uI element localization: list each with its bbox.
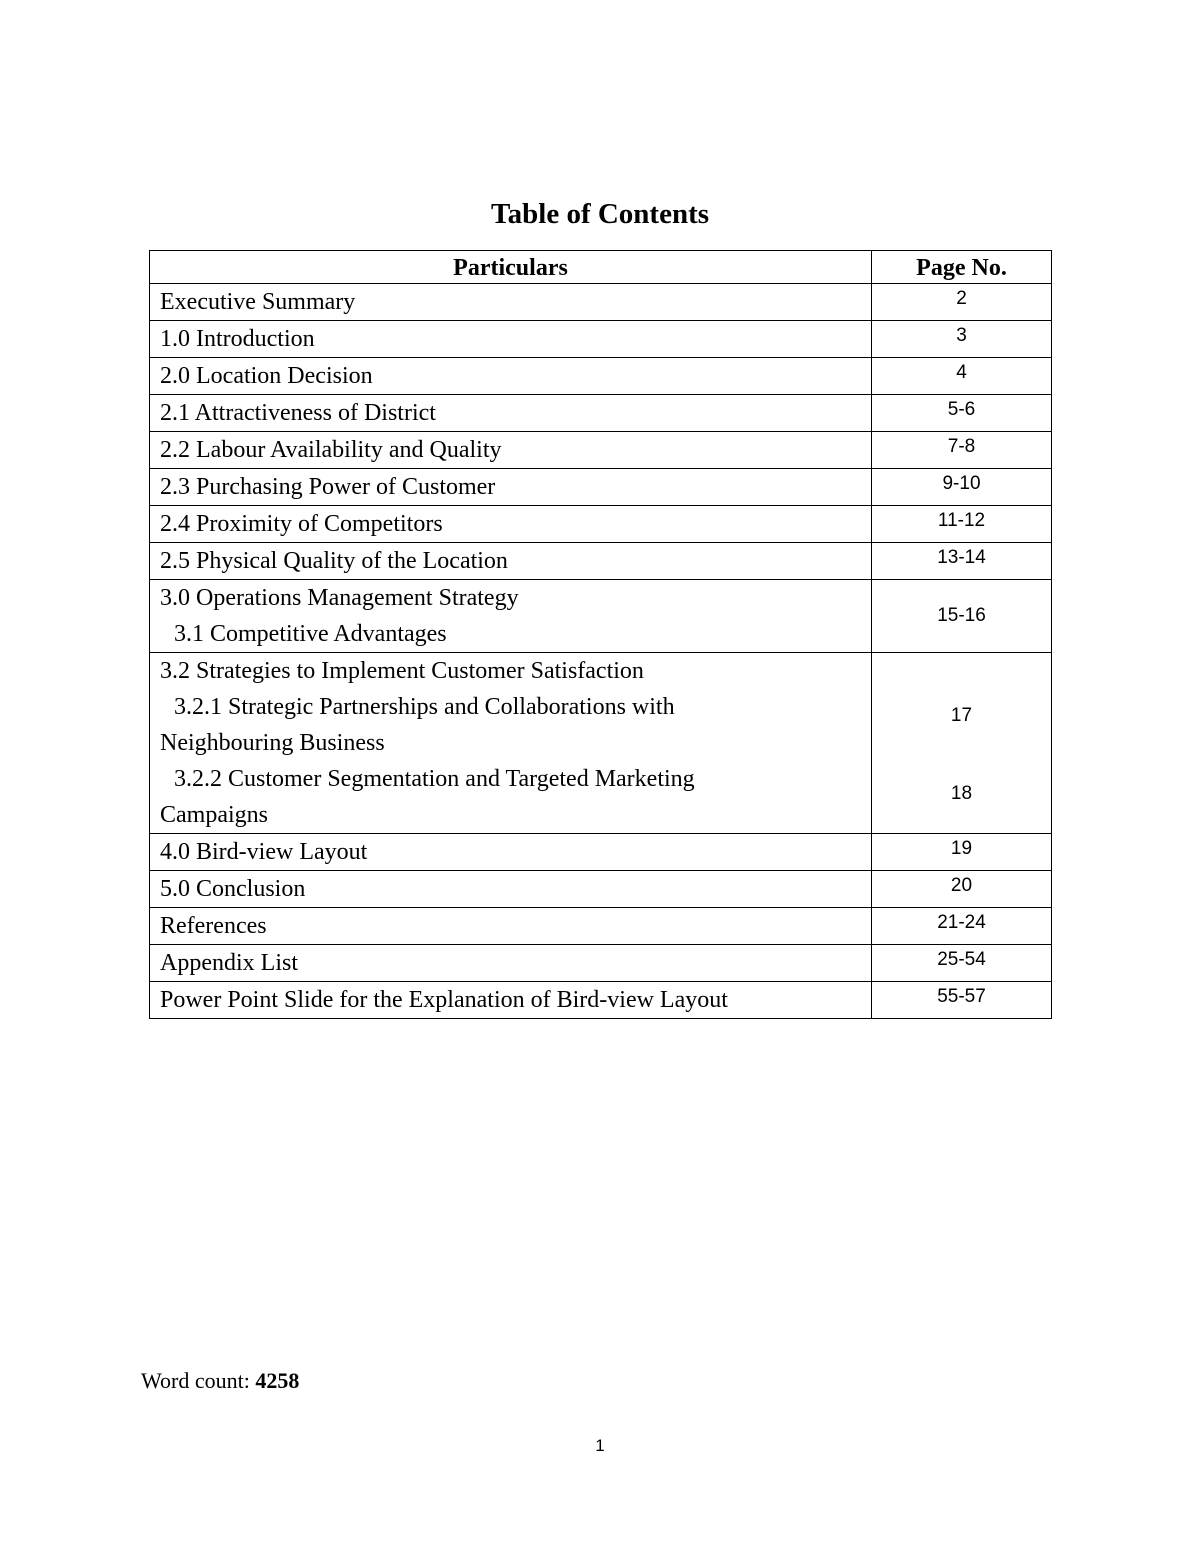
- toc-row: [150, 506, 1052, 543]
- toc-row-strategies: [150, 653, 1052, 834]
- toc-entry-sub: 3.2.1 Strategic Partnerships and Collaborations with: [174, 694, 675, 720]
- toc-entry-page: 25-54: [872, 945, 1052, 982]
- toc-entry-page: 20: [872, 871, 1052, 908]
- table-header-row: [150, 251, 1052, 284]
- toc-entry-label: [150, 653, 872, 834]
- toc-table: [149, 250, 1052, 1019]
- toc-row: [150, 321, 1052, 358]
- header-particulars: Particulars: [150, 251, 872, 284]
- page-title: Table of Contents: [490, 198, 710, 230]
- page-number: 1: [595, 1436, 605, 1455]
- toc-entry-page: 3: [872, 321, 1052, 358]
- toc-entry-label: Appendix List: [150, 945, 872, 982]
- toc-row: [150, 871, 1052, 908]
- toc-entry-label: References: [150, 908, 872, 945]
- toc-entry-label: 5.0 Conclusion: [150, 871, 872, 908]
- toc-row: [150, 982, 1052, 1019]
- toc-entry-page: 7-8: [872, 432, 1052, 469]
- toc-entry-label: [150, 580, 872, 653]
- toc-entry-main: 3.2 Strategies to Implement Customer Satisfaction: [160, 658, 644, 684]
- toc-row: [150, 395, 1052, 432]
- toc-entry-sub-continued: Neighbouring Business: [160, 730, 385, 756]
- toc-entry-page: 9-10: [872, 469, 1052, 506]
- header-page-no: Page No.: [872, 251, 1052, 284]
- toc-entry-sub: 3.1 Competitive Advantages: [174, 621, 447, 647]
- toc-entry-label: 2.0 Location Decision: [150, 358, 872, 395]
- toc-entry-label: Power Point Slide for the Explanation of Bird-view Layout: [150, 982, 872, 1019]
- toc-row: [150, 834, 1052, 871]
- toc-entry-label: 4.0 Bird-view Layout: [150, 834, 872, 871]
- toc-row: [150, 432, 1052, 469]
- toc-entry-page: 13-14: [872, 543, 1052, 580]
- word-count-label: Word count:: [141, 1368, 250, 1393]
- toc-entry-page: 55-57: [872, 982, 1052, 1019]
- toc-entry-sub-continued: Campaigns: [160, 802, 268, 828]
- toc-entry-page: 15-16: [872, 580, 1052, 653]
- toc-row: [150, 908, 1052, 945]
- toc-entry-page: 17: [950, 705, 973, 726]
- toc-entry-page: 5-6: [872, 395, 1052, 432]
- toc-row: [150, 945, 1052, 982]
- toc-entry-page: 19: [872, 834, 1052, 871]
- toc-row-operations: [150, 580, 1052, 653]
- toc-entry-page: 2: [872, 284, 1052, 321]
- toc-row: [150, 543, 1052, 580]
- toc-entry-page: 18: [950, 783, 973, 804]
- toc-entry-label: Executive Summary: [150, 284, 872, 321]
- toc-entry-label: 2.5 Physical Quality of the Location: [150, 543, 872, 580]
- toc-row: [150, 284, 1052, 321]
- toc-entry-label: 2.3 Purchasing Power of Customer: [150, 469, 872, 506]
- toc-entry-page-stack: [872, 653, 1052, 834]
- toc-entry-page: 21-24: [872, 908, 1052, 945]
- toc-entry-label: 1.0 Introduction: [150, 321, 872, 358]
- toc-entry-label: 2.4 Proximity of Competitors: [150, 506, 872, 543]
- toc-entry-label: 2.1 Attractiveness of District: [150, 395, 872, 432]
- toc-entry-page: 4: [872, 358, 1052, 395]
- toc-row: [150, 469, 1052, 506]
- toc-entry-page: 11-12: [872, 506, 1052, 543]
- toc-entry-label: 2.2 Labour Availability and Quality: [150, 432, 872, 469]
- toc-entry-main: 3.0 Operations Management Strategy: [160, 585, 519, 611]
- toc-entry-sub: 3.2.2 Customer Segmentation and Targeted Marketing: [174, 766, 695, 792]
- word-count: [141, 1366, 299, 1396]
- word-count-value: 4258: [255, 1368, 300, 1393]
- toc-row: [150, 358, 1052, 395]
